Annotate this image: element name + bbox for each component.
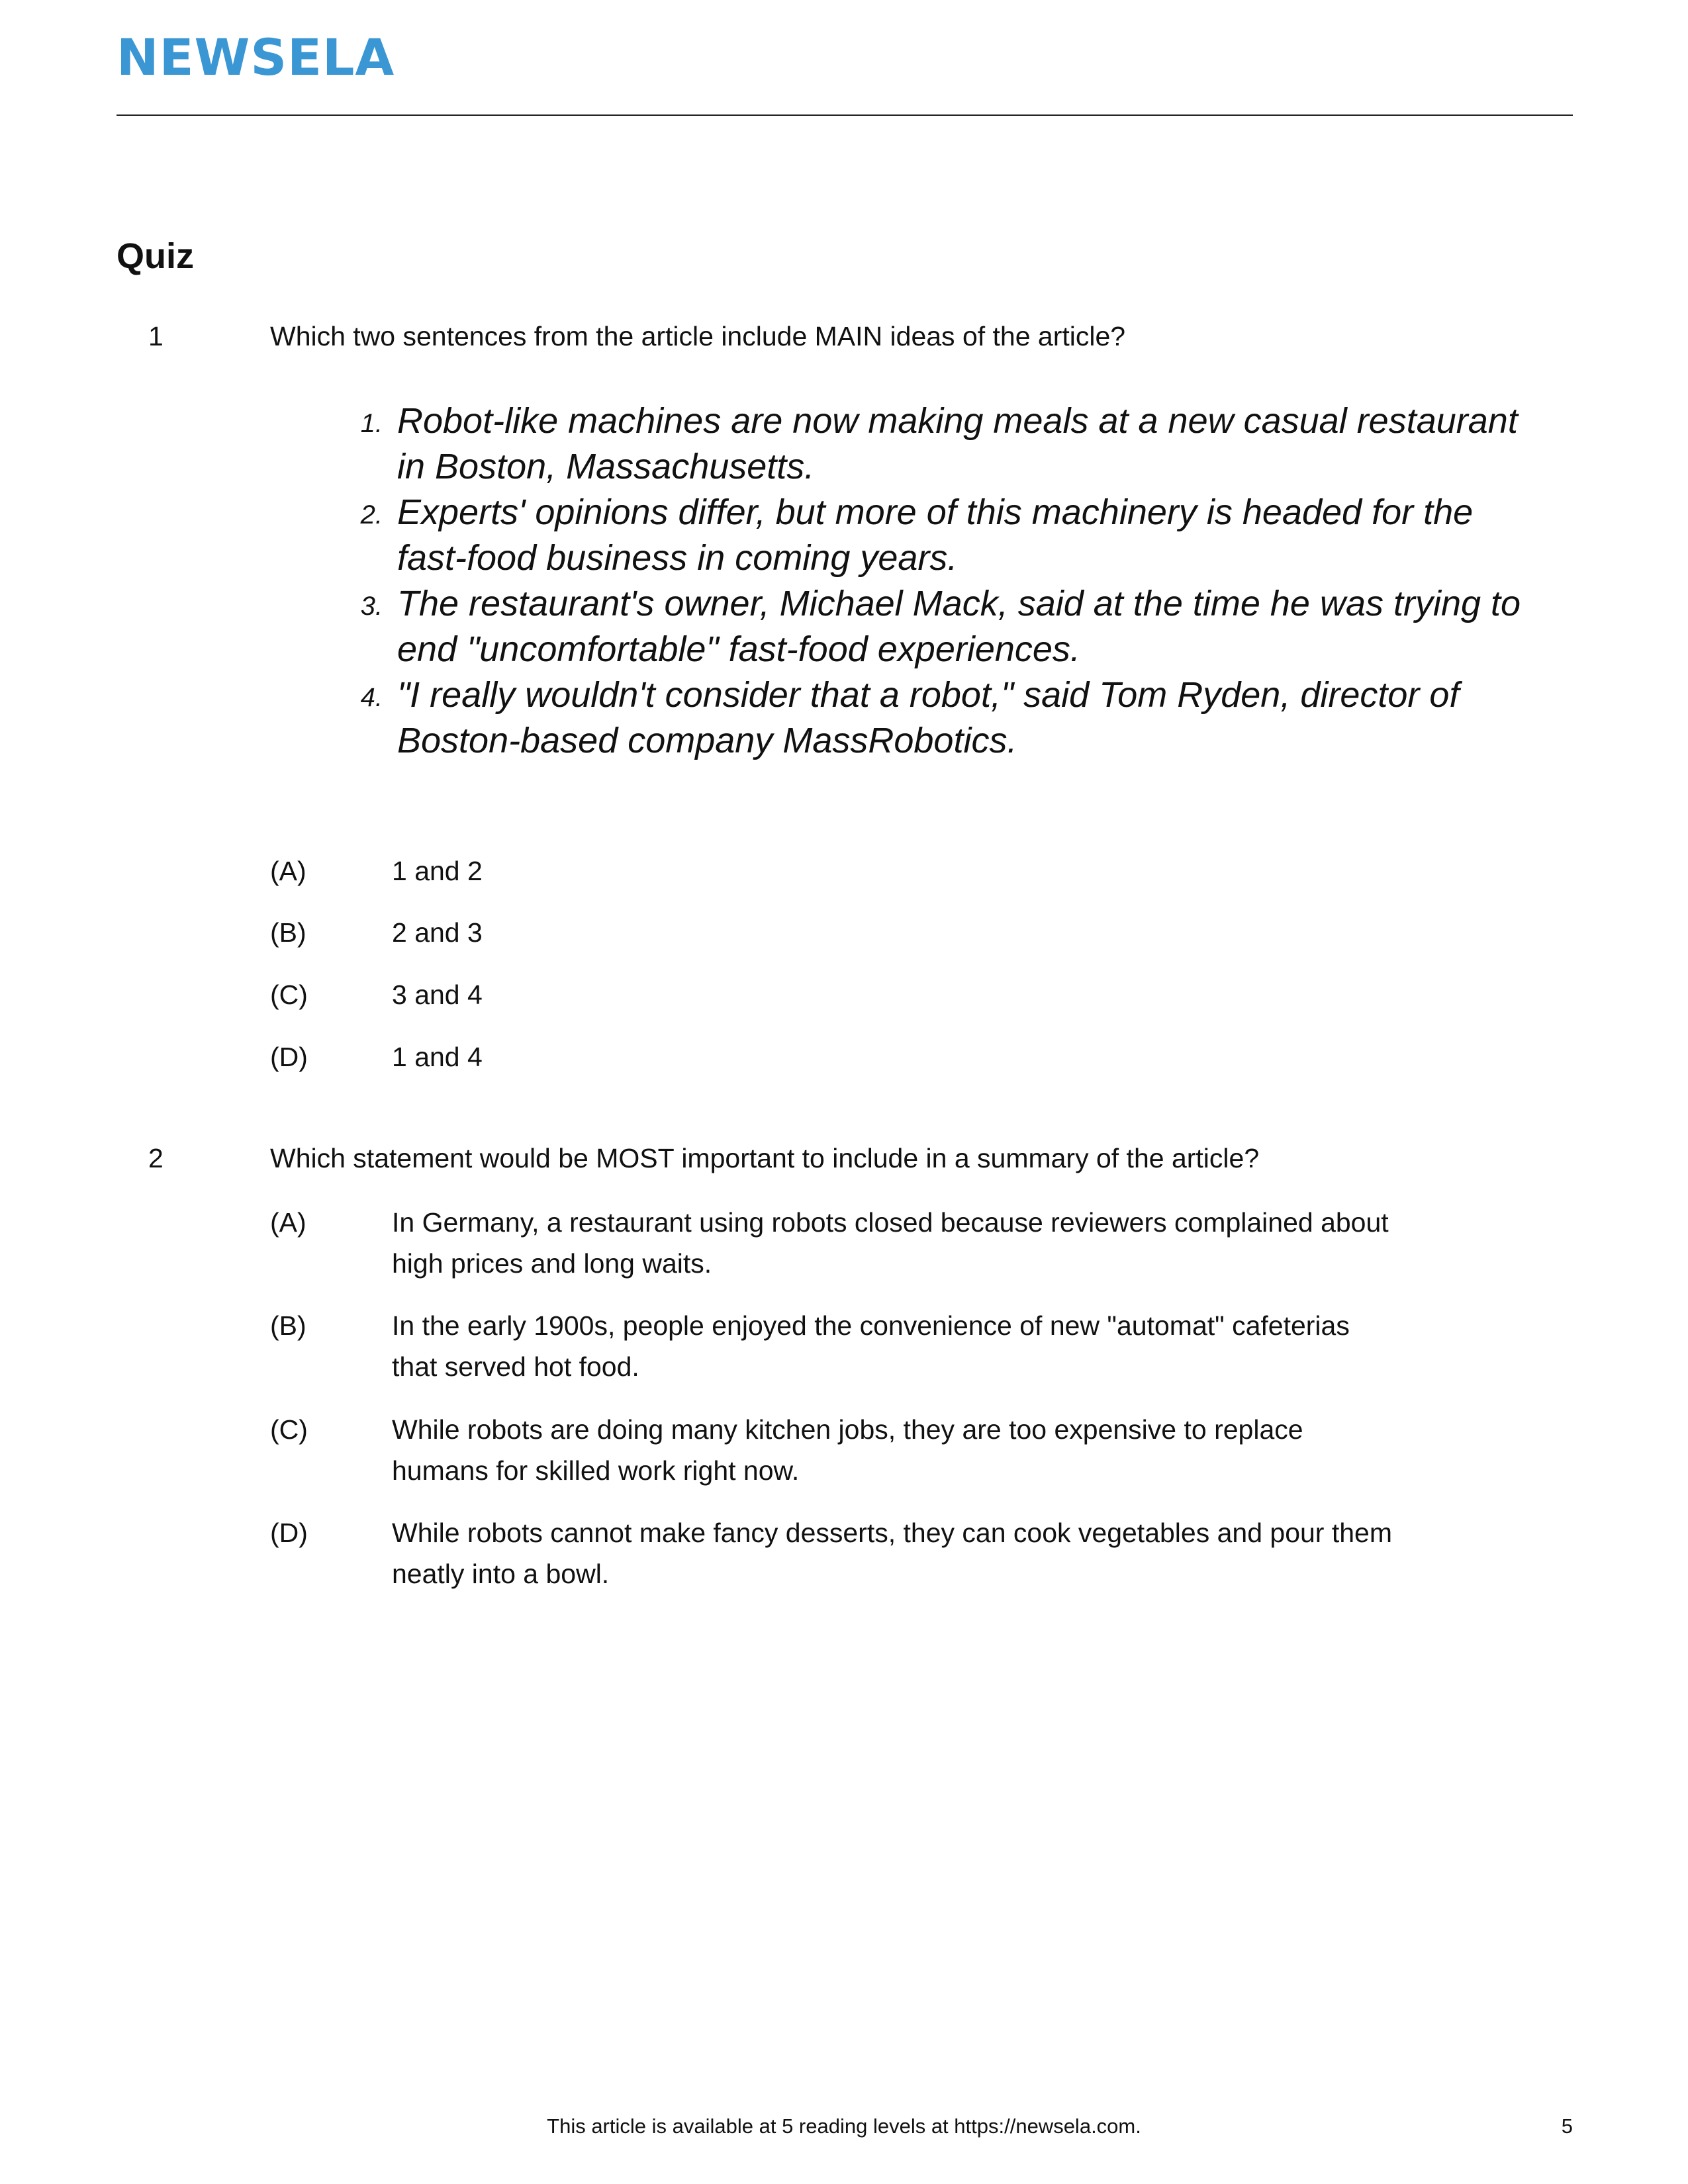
choice-letter: (A)	[270, 856, 306, 886]
sentence-text: "I really wouldn't consider that a robot," said Tom Ryden, director of Boston-based company MassRobotics.	[397, 675, 1460, 760]
header-divider	[117, 114, 1573, 116]
page-title: Quiz	[117, 236, 194, 276]
footer-availability-text: This article is available at 5 reading levels at https://newsela.com.	[547, 2115, 1141, 2138]
choice-letter: (D)	[270, 1518, 308, 1548]
sentence-item	[351, 490, 1523, 581]
choice-letter: (C)	[270, 979, 308, 1010]
choice-text: 2 and 3	[392, 917, 483, 948]
sentence-number: 3.	[360, 592, 383, 621]
choice-text: While robots cannot make fancy desserts, they can cook vegetables and pour them neatly into a bowl.	[392, 1518, 1392, 1589]
sentence-number: 2.	[360, 500, 383, 529]
choice-text: While robots are doing many kitchen jobs, they are too expensive to replace humans for skilled work right now.	[392, 1414, 1303, 1486]
choice-letter: (C)	[270, 1414, 308, 1445]
choice-text: 1 and 4	[392, 1042, 483, 1072]
sentence-text: Experts' opinions differ, but more of this machinery is headed for the fast-food business in coming years.	[397, 492, 1474, 578]
choice-text: In the early 1900s, people enjoyed the convenience of new "automat" cafeterias that served hot food.	[392, 1310, 1350, 1382]
newsela-logo: NEWSELA	[117, 28, 395, 87]
question-2-text: Which statement would be MOST important to include in a summary of the article?	[270, 1143, 1260, 1173]
choice-text: 1 and 2	[392, 856, 483, 886]
choice-text: In Germany, a restaurant using robots closed because reviewers complained about high prices and long waits.	[392, 1207, 1389, 1279]
choice-text: 3 and 4	[392, 979, 483, 1010]
sentence-text: Robot-like machines are now making meals at a new casual restaurant in Boston, Massachusetts.	[397, 401, 1518, 486]
choice-letter: (D)	[270, 1042, 308, 1072]
choice-letter: (B)	[270, 917, 306, 948]
question-1-sentence-list	[351, 398, 1542, 764]
question-1-number: 1	[148, 321, 164, 351]
question-1-text: Which two sentences from the article include MAIN ideas of the article?	[270, 321, 1126, 351]
sentence-item	[351, 672, 1523, 764]
question-2-number: 2	[148, 1143, 164, 1173]
sentence-item	[351, 398, 1523, 490]
sentence-text: The restaurant's owner, Michael Mack, said at the time he was trying to end "uncomfortable" fast-food experiences.	[397, 584, 1521, 669]
choice-letter: (A)	[270, 1207, 306, 1238]
page-number: 5	[1561, 2115, 1573, 2138]
choice-letter: (B)	[270, 1310, 306, 1341]
sentence-number: 1.	[360, 409, 383, 438]
sentence-number: 4.	[360, 683, 383, 712]
sentence-item	[351, 581, 1523, 672]
